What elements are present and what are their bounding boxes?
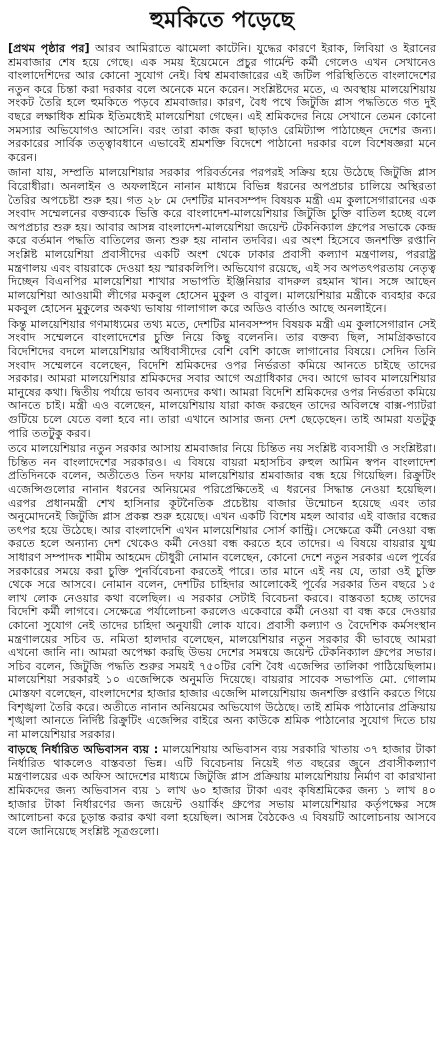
paragraph-text: আরব আমিরাতে ঝামেলা কাটেনি। যুদ্ধের কারণে ইরাক, লিবিয়া ও ইরানের শ্রমবাজার শেষ হয়ে গেছে। এক সময় ইয়েমেনে প্রচুর গার্মেন্ট কর্মী গেলেও এখন সেখানেও বাংলাদেশিদের আর কোনো সুযোগ নেই। বিশ্ব শ্রমবাজারের এই জটিল পরিস্থিতিতে বাংলাদেশের নতুন করে চিন্তা করা দরকার বলে অনেকে মনে করেন। সংশ্লিষ্টদের মতে, এ অবস্থায় মালয়েশিয়ায় সংকট তৈরি হলে হুমকিতে পড়বে শ্রমবাজার। কারণ, বৈধ পথে জিটুজি প্লাস পদ্ধতিতে গত দুই বছরে লক্ষাধিক শ্রমিক ইতিমধ্যেই মালয়েশিয়া গেছেন। এই শ্রমিকদের নিয়ে সেখানে তেমন কোনো সমস্যার অভিযোগও আসেনি। বরং তারা কাজ করা ছাড়াও রেমিট্যান্স পাঠাচ্ছেন দেশের জন্য। সরকারের সার্বিক তত্ত্বাবধানে এভাবেই শ্রমশক্তি বিদেশে পাঠানো দরকার বলে বিশেষজ্ঞরা মনে করেন। <box>8 42 436 164</box>
article-paragraph: তবে মালয়েশিয়ার নতুন সরকার আসায় শ্রমবাজার নিয়ে চিন্তিত নয় সংশ্লিষ্ট ব্যবসায়ী ও সংশ্লিষ্টরা। চিন্তিত নন বাংলাদেশের সরকারও। এ বিষয়ে বায়রা মহাসচিব রুহুল আমিন স্বপন বাংলাদেশ প্রতিদিনকে বলেন, অতীতেও তিন দফায় মালয়েশিয়ার শ্রমবাজার বন্ধ হয়ে গিয়েছিল। রিক্রুটিং এজেন্সিগুলোর নানান ধরনের অনিয়মের পরিপ্রেক্ষিতেই এ ধরনের সিদ্ধান্ত নেওয়া হয়েছিল। এরপর প্রধানমন্ত্রী শেখ হাসিনার কূটনৈতিক প্রচেষ্টায় বাজার উন্মোচন হয়েছে এবং তার অনুমোদনেই জিটুজি প্লাস প্রকল্প শুরু হয়েছে। এখন একটি বিশেষ মহল আবার এই বাজার বন্ধের তৎপর হয়ে উঠেছে। আর বাংলাদেশি এখন মালয়েশিয়ার সোর্স কান্ট্রি। সেক্ষেত্রে কর্মী নেওয়া বন্ধ করতে হলে অন্যান্য দেশ থেকেও কর্মী নেওয়া বন্ধ করতে হবে তাদের। এ বিষয়ে বায়রার যুগ্ম সাধারণ সম্পাদক শামীম আহমেদ চৌধুরী নোমান বলেছেন, কোনো দেশে নতুন সরকার এলে পূর্বের সরকারের সময়ে করা চুক্তি পুনর্বিবেচনা করতেই পারে। তার মানে এই নয় যে, তারা ওই চুক্তি থেকে সরে আসবে। নোমান বলেন, দেশটির চাহিদার আলোকেই পূর্বের সরকার তিন বছরে ১৫ লাখ লোক নেওয়ার কথা বলেছিল। এ সরকার সেটাই বিবেচনা করবে। বাস্তবতা হচ্ছে তাদের বিদেশি কর্মী লাগবে। সেক্ষেত্রে পর্যালোচনা করলেও একেবারে কর্মী নেওয়া বা বন্ধ করে দেওয়ার কোনো সুযোগ নেই তাদের চাহিদা অনুযায়ী লোক যাবে। প্রবাসী কল্যাণ ও বৈদেশিক কর্মসংস্থান মন্ত্রণালয়ের সচিব ড. নমিতা হালদার বলেছেন, মালয়েশিয়ার নতুন সরকার কী ভাবছে আমরা এখনো জানি না। আমরা অপেক্ষা করছি উভয় দেশের সমন্বয়ে জয়েন্ট টেকনিক্যাল গ্রুপের সভার। সচিব বলেন, জিটুজি পদ্ধতি শুরুর সময়ই ৭৫০টির বেশি বৈধ এজেন্সির তালিকা পাঠিয়েছিলাম। মালয়েশিয়া সরকারই ১০ এজেন্সিকে অনুমতি দিয়েছে। বায়রার সাবেক সভাপতি মো. গোলাম মোস্তফা বলেছেন, বাংলাদেশের হাজার হাজার এজেন্সি মালয়েশিয়ায় জনশক্তি রপ্তানি করতে গিয়ে বিশৃঙ্খলা তৈরি করে। অতীতে নানান অনিয়মের অভিযোগ উঠেছে। তাই শ্রমিক পাঠানোর প্রক্রিয়ায় শৃঙ্খলা আনতে নির্দিষ্ট রিক্রুটিং এজেন্সির বাইরে অন্য কাউকে শ্রমিক পাঠানোর সুযোগ দিতে চায় না মালয়েশিয়ার সরকার। <box>8 442 436 741</box>
paragraph-text: মালয়েশিয়ায় অভিবাসন ব্যয় সরকারি খাতায় ৩৭ হাজার টাকা নির্ধারিত থাকলেও বাস্তবতা ভিন্ন। এটি বিবেচনায় নিয়েই গত বছরের জুনে প্রবাসীকল্যাণ মন্ত্রণালয়ের এক অফিস আদেশের মাধ্যমে জিটুজি প্লাস প্রক্রিয়ায় মালয়েশিয়ায় নির্মাণ বা কারখানা শ্রমিকদের জন্য অভিবাসন ব্যয় ১ লাখ ৬০ হাজার টাকা এবং কৃষিশ্রমিকের জন্য ১ লাখ ৪০ হাজার টাকা নির্ধারণের জন্য জয়েন্ট ওয়ার্কিং গ্রুপের সভায় মালয়েশিয়ার কর্তৃপক্ষের সঙ্গে আলোচনা করে চূড়ান্ত করার কথা বলা হয়েছিল। আসন্ন বৈঠকেও এ বিষয়টি আলোচনায় আসবে বলে জানিয়েছে সংশ্লিষ্ট সূত্রগুলো। <box>8 743 436 838</box>
article-headline: হুমকিতে পড়েছে <box>149 8 295 33</box>
article-paragraph: কিন্তু মালয়েশিয়ার গণমাধ্যমের তথ্য মতে, দেশটির মানবসম্পদ বিষয়ক মন্ত্রী এম কুলাসেগারান সেই সংবাদ সম্মেলনে বাংলাদেশের চুক্তি নিয়ে কিছু বলেননি। তার বক্তব্য ছিল, সামগ্রিকভাবে বিদেশিদের বদলে মালয়েশিয়ার অধিবাসীদের বেশি বেশি কাজে লাগানোর বিষয়ে। সেদিন তিনি সংবাদ সম্মেলনে বলেছেন, বিদেশি শ্রমিকদের ওপর নির্ভরতা কমিয়ে আনতে চাইছে তাদের সরকার। আমরা মালয়েশিয়ার শ্রমিকদের সবার আগে অগ্রাধিকার দেব। আগে ভাবব মালয়েশিয়ার মানুষের কথা। দ্বিতীয় পর্যায়ে ভাবব অন্যদের কথা। আমরা বিদেশি শ্রমিকদের ওপর নির্ভরতা কমিয়ে আনতে চাই। মন্ত্রী এও বলেছেন, মালয়েশিয়ায় যারা কাজ করছেন তাদের অবিলম্বে বাক্স-প্যাটরা গুটিয়ে চলে যেতে বলা হবে না। তারা এখানে আসার জন্য দেশ ছেড়েছেন। তাই আমরা যতটুকু পারি ততটুকু করব। <box>8 317 436 440</box>
subheading: বাড়ছে নির্ধারিত অভিবাসন ব্যয় : <box>8 743 159 757</box>
article-paragraph <box>8 42 436 164</box>
article-paragraph <box>8 743 436 838</box>
article-body <box>8 42 436 838</box>
article-paragraph: জানা যায়, সম্প্রতি মালয়েশিয়ার সরকার পরিবর্তনের পরপরই সক্রিয় হয়ে উঠেছে জিটুজি প্লাস বিরোধীরা। অনলাইন ও অফলাইনে নানান মাধ্যমে বিভিন্ন ধরনের অপপ্রচার চালিয়ে অস্থিরতা তৈরির অপচেষ্টা শুরু হয়। গত ২৮ মে দেশটির মানবসম্পদ বিষয়ক মন্ত্রী এম কুলাসেগারানের এক সংবাদ সম্মেলনের বক্তব্যকে ভিত্তি করে বাংলাদেশ-মালয়েশিয়ার জিটুজি চুক্তি বাতিল হচ্ছে বলে অপপ্রচার শুরু হয়। আবার আসন্ন বাংলাদেশ-মালয়েশিয়া জয়েন্ট টেকনিক্যাল গ্রুপের সভাকে কেন্দ্র করে বর্তমান পদ্ধতি বাতিলের জন্য শুরু হয় নানান তদবির। এর অংশ হিসেবে জনশক্তি রপ্তানি সংশ্লিষ্ট মালয়েশিয়া প্রবাসীদের একটি অংশ থেকে ঢাকার প্রবাসী কল্যাণ মন্ত্রণালয়, পররাষ্ট্র মন্ত্রণালয় এবং বায়রাকে দেওয়া হয় স্মারকলিপি। অভিযোগ রয়েছে, এই সব অপতৎপরতায় নেতৃত্ব দিচ্ছেন বিএনপির মালয়েশিয়া শাখার সভাপতি ইঞ্জিনিয়ার বাদরুল রহমান খান। সঙ্গে আছেন মালয়েশিয়া আওয়ামী লীগের মকবুল হোসেন মুকুল ও বাবুল। মালয়েশিয়ার মন্ত্রীকে ব্যবহার করে মকবুল হোসেন মুকুলের অকথ্য ভাষায় গালাগাল করে অডিও বার্তাও আছে অনলাইনে। <box>8 166 436 316</box>
continuation-tag: [প্রথম পৃষ্ঠার পর] <box>8 42 90 55</box>
